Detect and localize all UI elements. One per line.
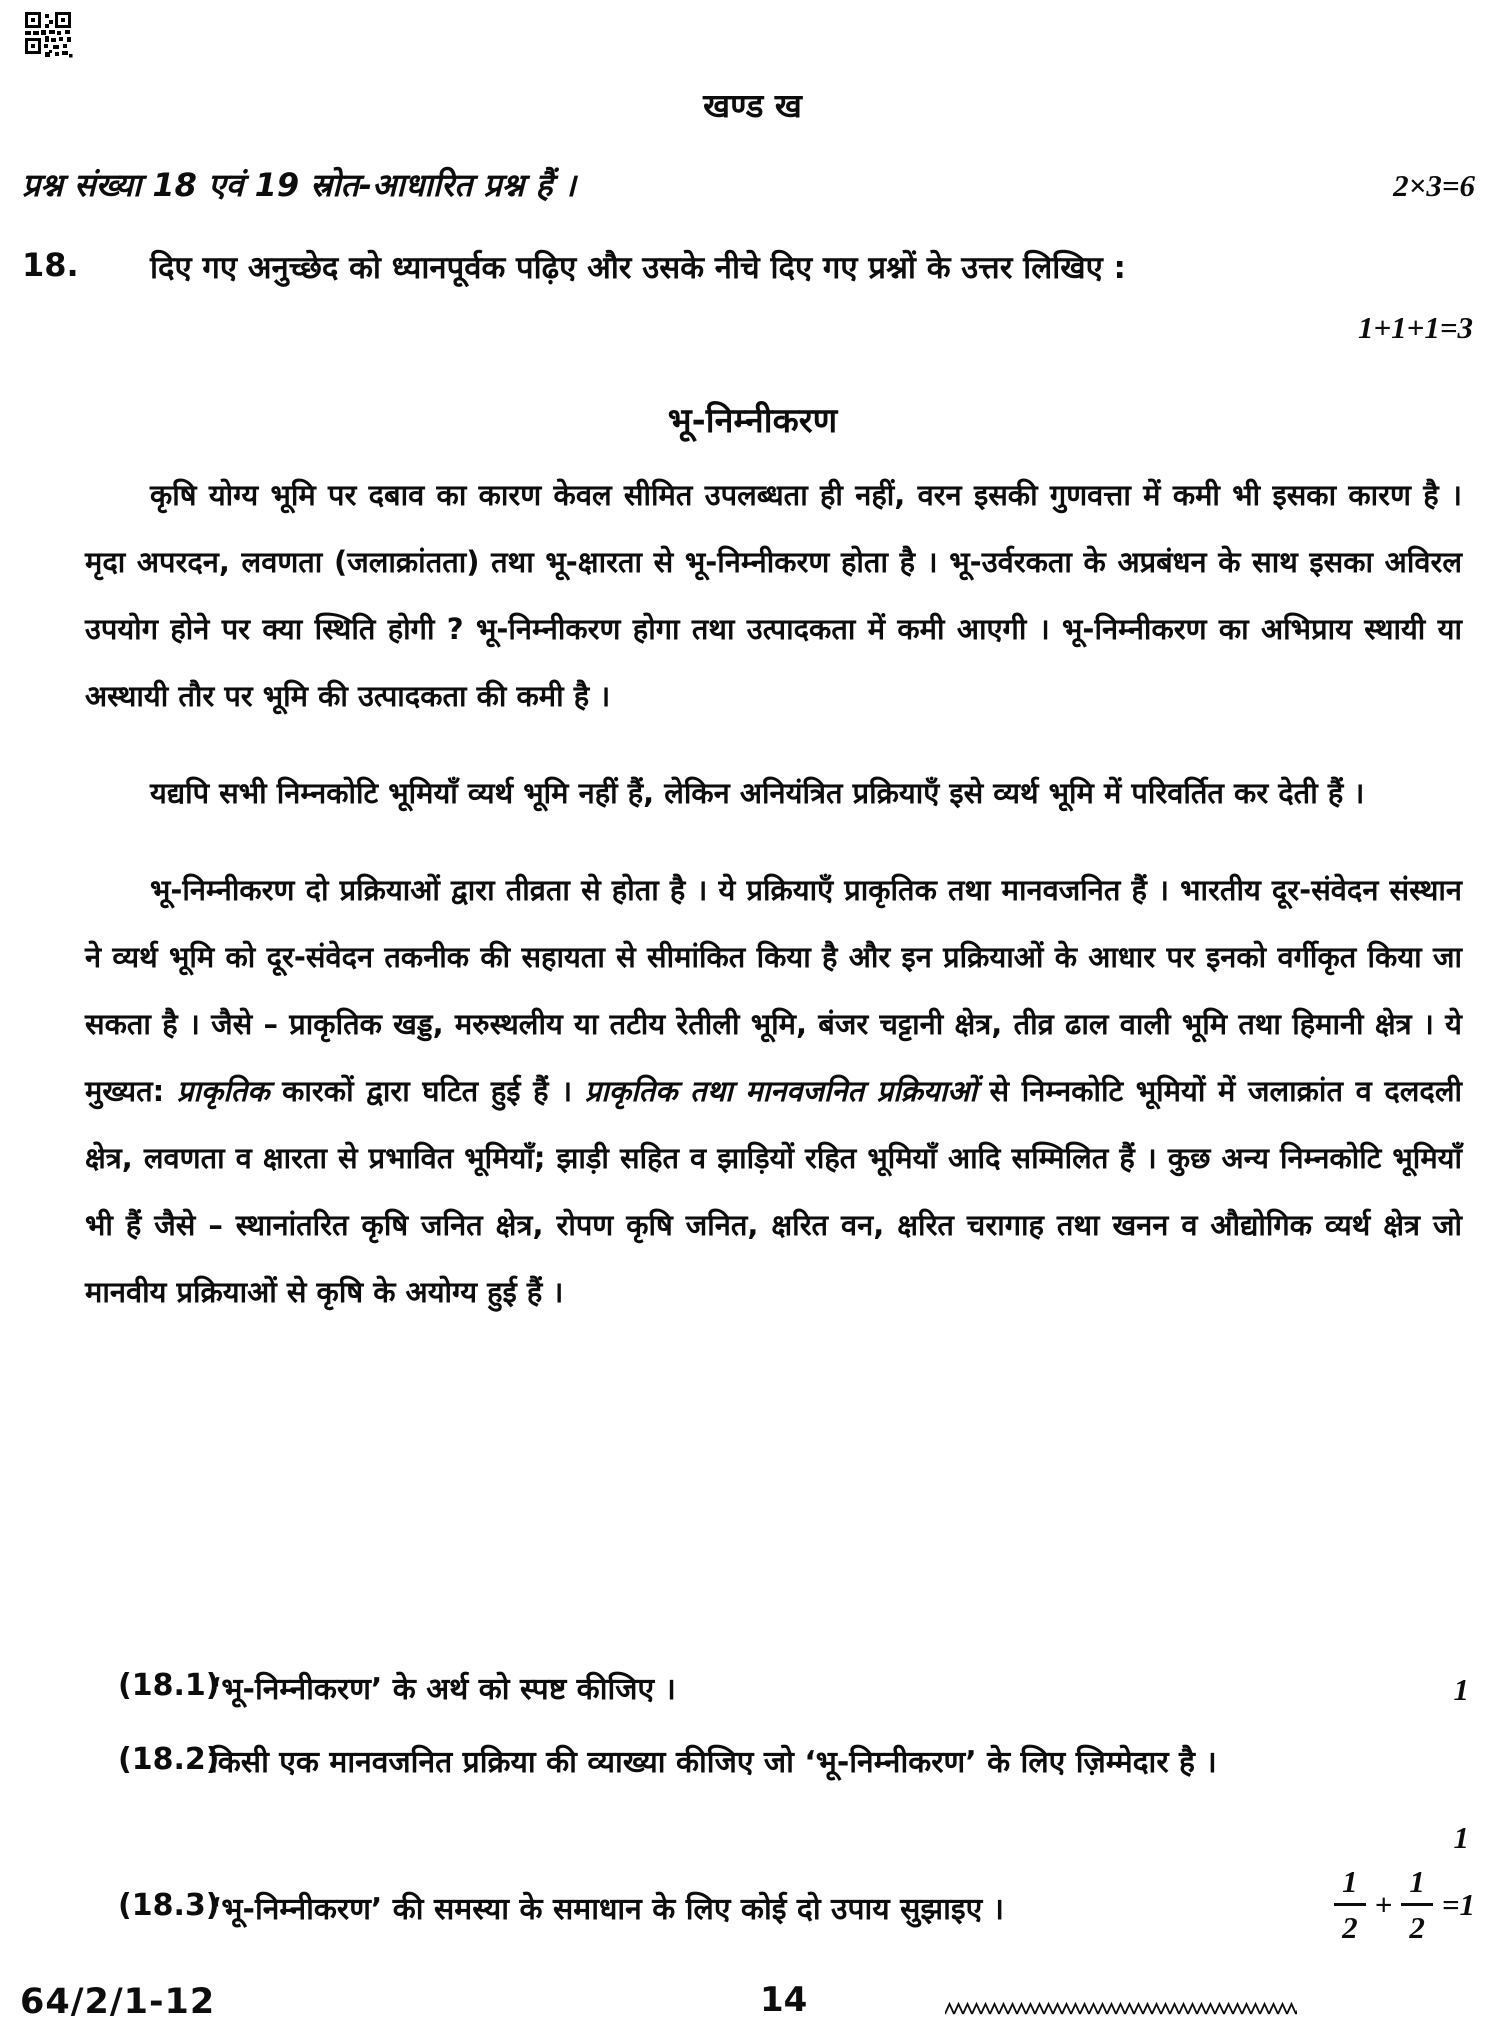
subquestion-18-3-label: (18.3): [118, 1888, 220, 1923]
subquestion-18-1-label: (18.1): [118, 1668, 220, 1703]
subquestion-18-2-text: किसी एक मानवजनित प्रक्रिया की व्याख्या कीजिए जो ‘भू-निम्नीकरण’ के लिए ज़िम्मेदार है ।: [210, 1745, 1217, 1780]
passage-text-run: से निम्नकोटि भूमियों में जलाक्रांत व दलदली क्षेत्र, लवणता व क्षारता से प्रभावित भूमियाँ; झाड़ी सहित व झाड़ियों रहित भूमियाँ आदि सम्मिलित हैं । कुछ अन्य निम्नकोटि भूमियाँ भी हैं जैसे – स्थानांतरित कृषि जनित क्षेत्र, रोपण कृषि जनित, क्षरित वन, क्षरित चरागाह तथा खनन व औद्योगिक व्यर्थ क्षेत्र जो मानवीय प्रक्रियाओं से कृषि के अयोग्य हुई हैं ।: [85, 1074, 1463, 1309]
fraction-one-half: [1401, 1866, 1433, 1943]
passage-italic-run: प्राकृतिक: [176, 1074, 270, 1108]
paper-code: 64/2/1-12: [20, 1982, 216, 2022]
passage-text-run: कारकों द्वारा घटित हुई हैं ।: [269, 1074, 585, 1108]
passage-paragraphs: [85, 462, 1462, 1326]
question-18-number: 18.: [22, 246, 79, 284]
fraction-numerator: 1: [1409, 1864, 1425, 1899]
plus-operator: +: [1374, 1887, 1393, 1922]
question-18-text: दिए गए अनुच्छेद को ध्यानपूर्वक पढ़िए और उसके नीचे दिए गए प्रश्नों के उत्तर लिखिए :: [150, 250, 1126, 286]
qr-code-icon: [25, 12, 83, 70]
fraction-numerator: 1: [1342, 1864, 1358, 1899]
subquestion-18-3-marks: [1334, 1866, 1475, 1943]
subquestion-18-2-marks: 1: [1453, 1820, 1469, 1855]
page-number: 14: [760, 1980, 808, 2020]
passage-paragraph: [85, 462, 1462, 730]
fraction-denominator: 2: [1401, 1903, 1433, 1943]
passage-paragraph: [85, 857, 1462, 1326]
passage-text-run: भू-निम्नीकरण दो प्रक्रियाओं द्वारा तीव्रता से होता है । ये प्रक्रियाएँ प्राकृतिक तथा मानवजनित हैं । भारतीय दूर-संवेदन संस्थान ने व्यर्थ भूमि को दूर-संवेदन तकनीक की सहायता से सीमांकित किया है और इन प्रक्रियाओं के आधार पर इनको वर्गीकृत किया जा सकता है । जैसे – प्राकृतिक खड्ड, मरुस्थलीय या तटीय रेतीली भूमि, बंजर चट्टानी क्षेत्र, तीव्र ढाल वाली भूमि तथा हिमानी क्षेत्र । ये मुख्यत:: [85, 873, 1462, 1108]
passage-italic-run: प्राकृतिक तथा मानवजनित प्रक्रियाओं: [584, 1074, 977, 1108]
equals-result: =1: [1441, 1887, 1475, 1922]
passage-title: भू-निम्नीकरण: [667, 401, 838, 441]
fraction-one-half: [1334, 1866, 1366, 1943]
subquestion-18-1-marks: 1: [1453, 1672, 1469, 1707]
passage-text-run: कृषि योग्य भूमि पर दबाव का कारण केवल सीमित उपलब्धता ही नहीं, वरन इसकी गुणवत्ता में कमी भी इसका कारण है । मृदा अपरदन, लवणता (जलाक्रांतता) तथा भू-क्षारता से भू-निम्नीकरण होता है । भू-उर्वरकता के अप्रबंधन के साथ इसका अविरल उपयोग होने पर क्या स्थिति होगी ? भू-निम्नीकरण होगा तथा उत्पादकता में कमी आएगी । भू-निम्नीकरण का अभिप्राय स्थायी या अस्थायी तौर पर भूमि की उत्पादकता की कमी है ।: [85, 478, 1462, 713]
section-header: खण्ड ख: [703, 86, 802, 125]
passage-paragraph: [85, 760, 1462, 827]
section-marks: 2×3=6: [1393, 168, 1475, 203]
instruction-note: प्रश्न संख्या 18 एवं 19 स्रोत-आधारित प्रश्न हैं ।: [22, 166, 576, 204]
subquestion-18-1-text: ‘भू-निम्नीकरण’ के अर्थ को स्पष्ट कीजिए ।: [210, 1672, 676, 1707]
subquestion-18-2-label: (18.2): [118, 1742, 220, 1777]
wavy-line-icon: [945, 2000, 1297, 2022]
fraction-denominator: 2: [1334, 1903, 1366, 1943]
subquestion-18-3-text: ‘भू-निम्नीकरण’ की समस्या के समाधान के लिए कोई दो उपाय सुझाइए ।: [210, 1892, 1004, 1927]
question-18-marks: 1+1+1=3: [1358, 310, 1473, 345]
passage-text-run: यद्यपि सभी निम्नकोटि भूमियाँ व्यर्थ भूमि नहीं हैं, लेकिन अनियंत्रित प्रक्रियाएँ इसे व्यर्थ भूमि में परिवर्तित कर देती हैं ।: [150, 776, 1365, 810]
